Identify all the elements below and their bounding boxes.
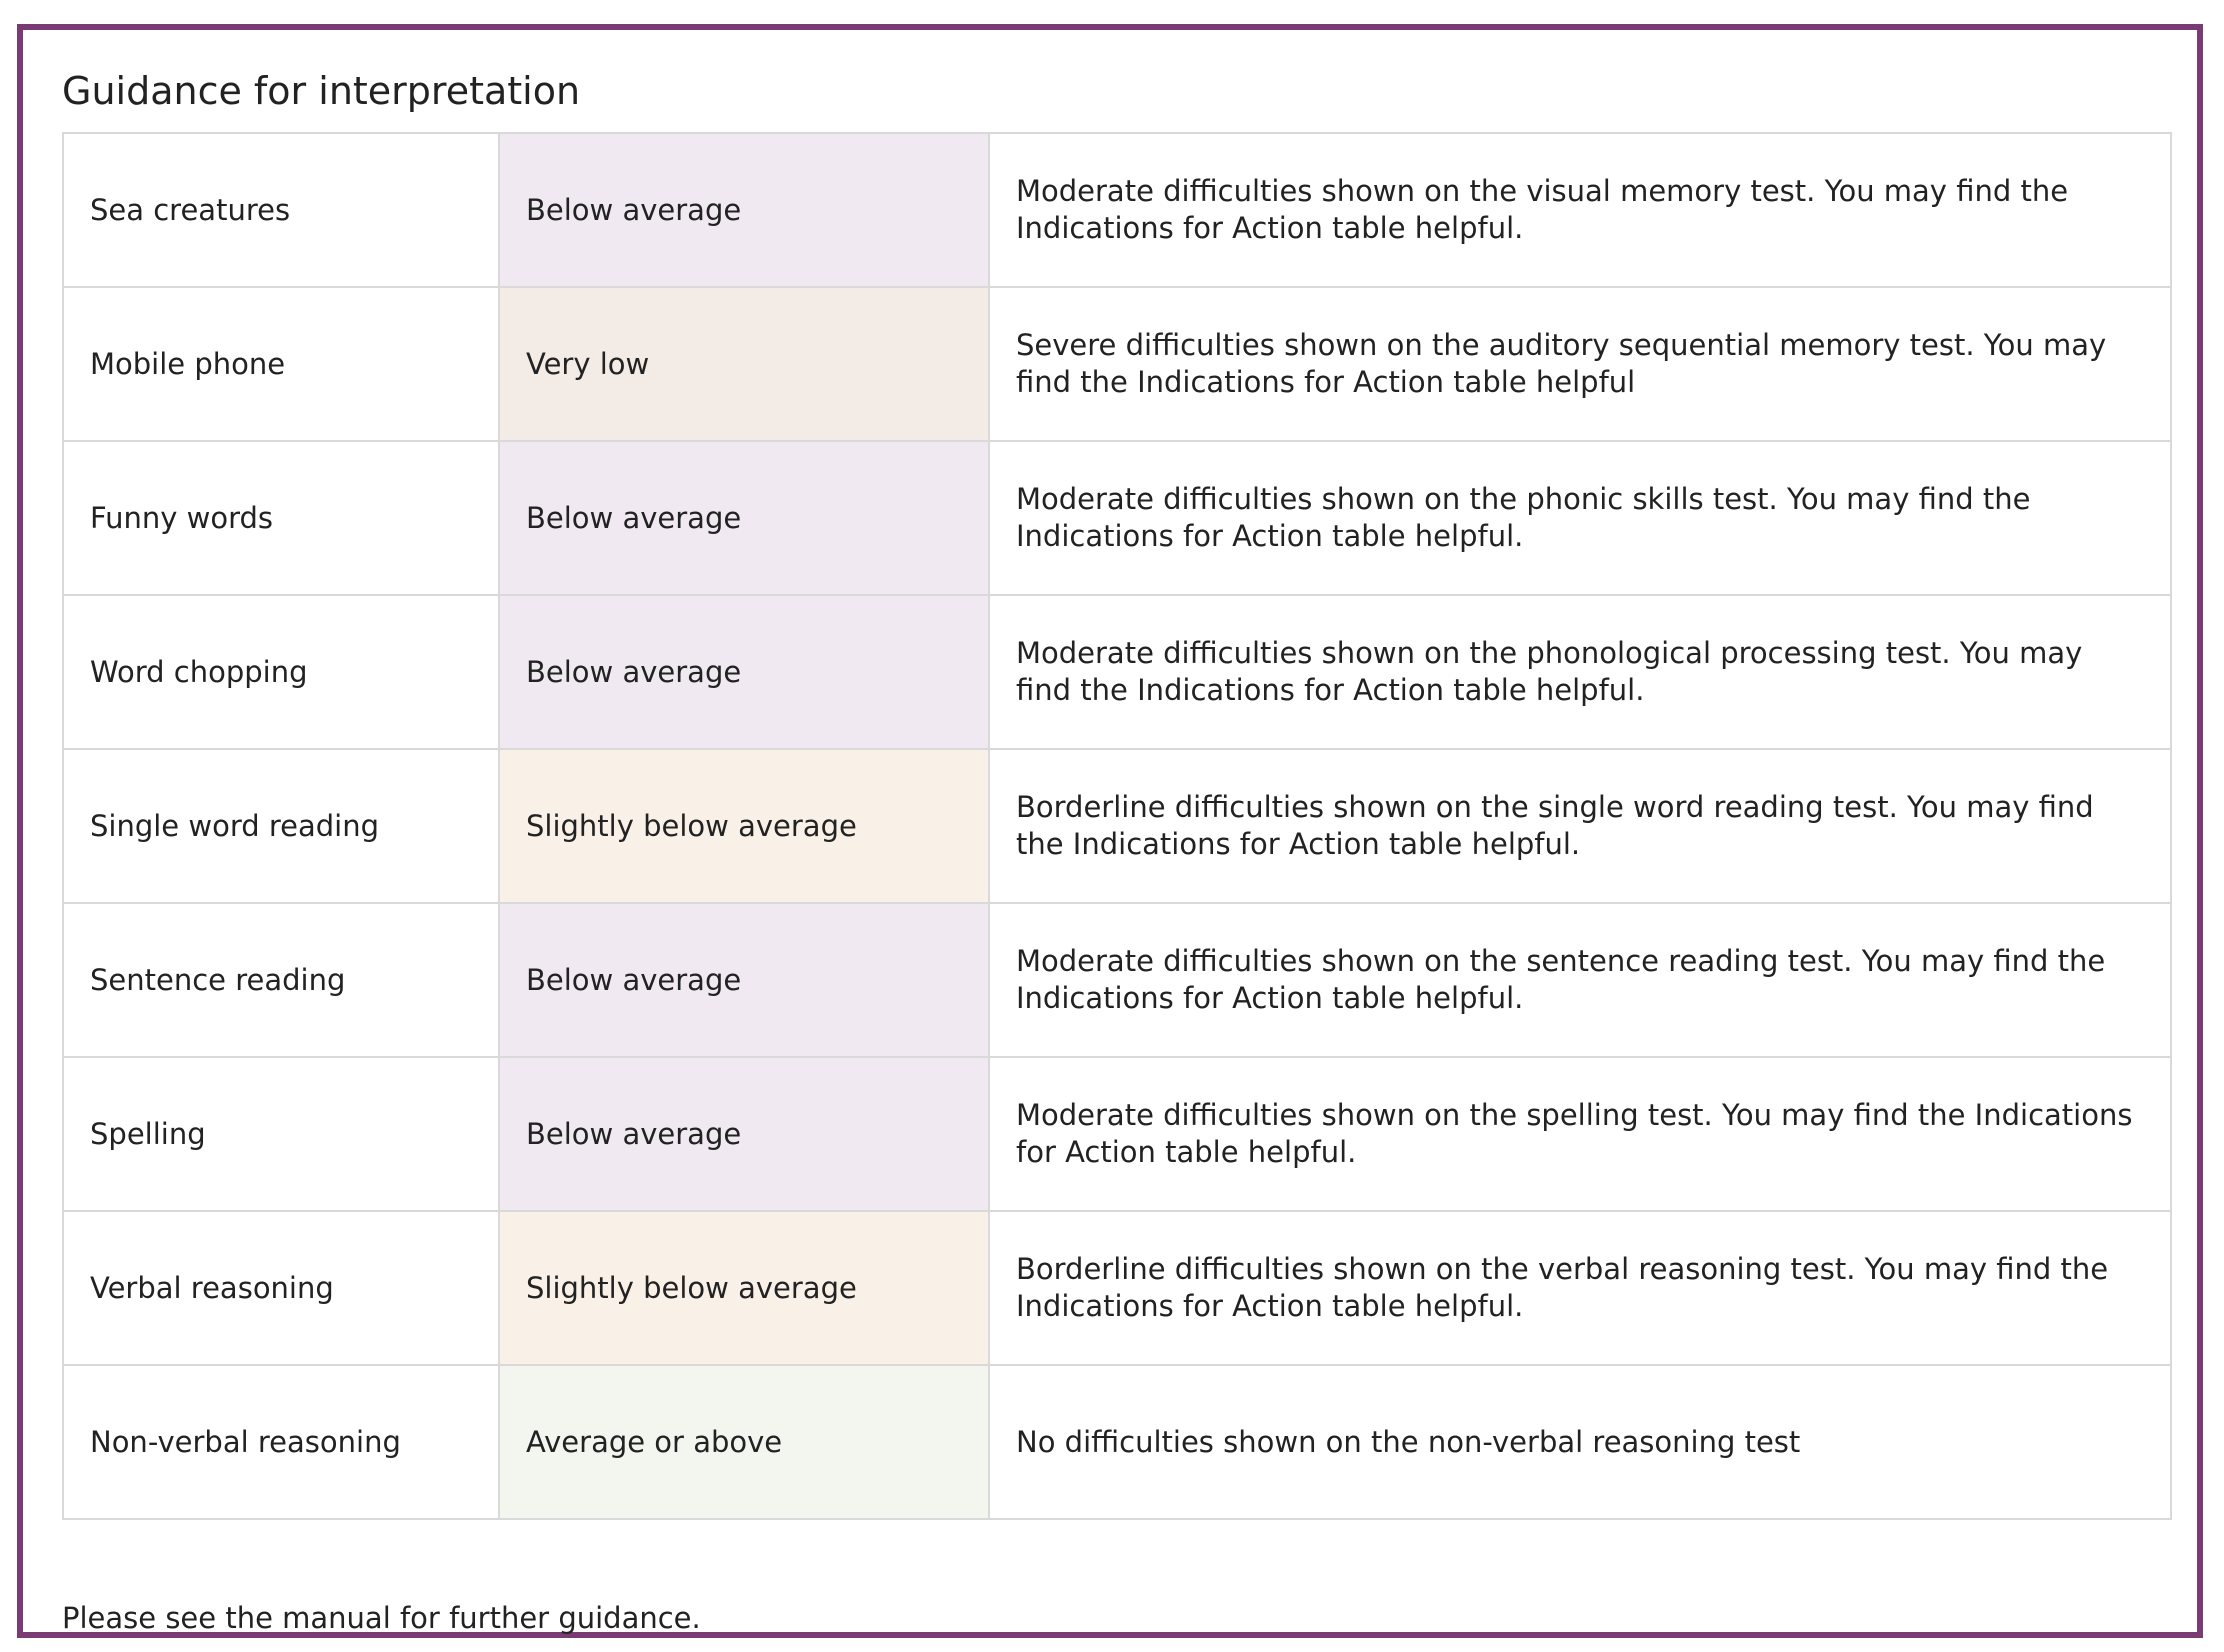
table-row [63,903,2171,1057]
table-row [63,1211,2171,1365]
table-row [63,1057,2171,1211]
result-level-cell: Below average [499,1057,989,1211]
test-name-cell: Funny words [63,441,499,595]
table-row [63,133,2171,287]
test-name-cell: Single word reading [63,749,499,903]
guidance-description-cell: Borderline difficulties shown on the single word reading test. You may find the Indications for Action table helpful. [989,749,2171,903]
result-level-cell: Average or above [499,1365,989,1519]
panel-title: Guidance for interpretation [62,69,581,113]
guidance-description-cell: Borderline difficulties shown on the verbal reasoning test. You may find the Indications for Action table helpful. [989,1211,2171,1365]
guidance-table [62,132,2172,1520]
table-row [63,441,2171,595]
guidance-description-cell: Moderate difficulties shown on the sentence reading test. You may find the Indications for Action table helpful. [989,903,2171,1057]
guidance-panel [17,24,2203,1638]
test-name-cell: Word chopping [63,595,499,749]
guidance-table-body [63,133,2171,1519]
result-level-cell: Slightly below average [499,749,989,903]
result-level-cell: Below average [499,595,989,749]
guidance-description-cell: Moderate difficulties shown on the phonic skills test. You may find the Indications for Action table helpful. [989,441,2171,595]
test-name-cell: Mobile phone [63,287,499,441]
footer-note: Please see the manual for further guidance. [62,1601,701,1635]
result-level-cell: Below average [499,133,989,287]
test-name-cell: Non-verbal reasoning [63,1365,499,1519]
test-name-cell: Sentence reading [63,903,499,1057]
table-row [63,595,2171,749]
result-level-cell: Below average [499,441,989,595]
guidance-description-cell: Moderate difficulties shown on the spelling test. You may find the Indications for Action table helpful. [989,1057,2171,1211]
table-row [63,287,2171,441]
result-level-cell: Very low [499,287,989,441]
guidance-description-cell: No difficulties shown on the non-verbal reasoning test [989,1365,2171,1519]
test-name-cell: Spelling [63,1057,499,1211]
guidance-description-cell: Severe difficulties shown on the auditory sequential memory test. You may find the Indications for Action table helpful [989,287,2171,441]
test-name-cell: Sea creatures [63,133,499,287]
table-row [63,749,2171,903]
test-name-cell: Verbal reasoning [63,1211,499,1365]
result-level-cell: Below average [499,903,989,1057]
guidance-description-cell: Moderate difficulties shown on the visual memory test. You may find the Indications for Action table helpful. [989,133,2171,287]
guidance-description-cell: Moderate difficulties shown on the phonological processing test. You may find the Indications for Action table helpful. [989,595,2171,749]
result-level-cell: Slightly below average [499,1211,989,1365]
table-row [63,1365,2171,1519]
